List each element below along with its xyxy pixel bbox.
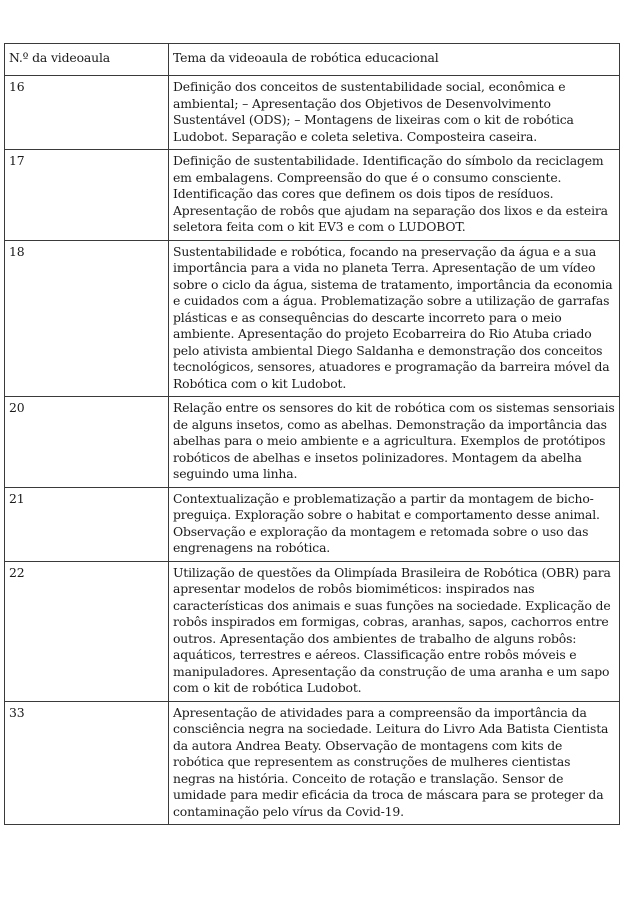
lesson-number-cell: 16	[5, 76, 169, 150]
lesson-number-cell: 33	[5, 701, 169, 825]
lesson-theme-cell: Apresentação de atividades para a compreensão da importância da consciência negra na sociedade. Leitura do Livro Ada Batista Cientista da autora Andrea Beaty. Observação de montagens com kits de robótica que representem as construções de mulheres cientistas negras na história. Conceito de rotação e translação. Sensor de umidade para medir eficácia da troca de máscara para se proteger da contaminação pelo vírus da Covid-19.	[169, 701, 620, 825]
lesson-number-cell: 18	[5, 240, 169, 397]
table-row	[5, 701, 620, 825]
lesson-number-cell: 17	[5, 150, 169, 241]
table-row	[5, 561, 620, 701]
lesson-theme-cell: Sustentabilidade e robótica, focando na preservação da água e a sua importância para a vida no planeta Terra. Apresentação de um vídeo sobre o ciclo da água, sistema de tratamento, importância da economia e cuidados com a água. Problematização sobre a utilização de garrafas plásticas e as consequências do descarte incorreto para o meio ambiente. Apresentação do projeto Ecobarreira do Rio Atuba criado pelo ativista ambiental Diego Saldanha e demonstração dos conceitos tecnológicos, sensores, atuadores e programação da barreira móvel da Robótica com o kit Ludobot.	[169, 240, 620, 397]
table-row	[5, 76, 620, 150]
table-row	[5, 397, 620, 488]
lesson-theme-cell: Relação entre os sensores do kit de robótica com os sistemas sensoriais de alguns insetos, como as abelhas. Demonstração da importância das abelhas para o meio ambiente e a agricultura. Exemplos de protótipos robóticos de abelhas e insetos polinizadores. Montagem da abelha seguindo uma linha.	[169, 397, 620, 488]
videoaulas-table	[4, 43, 620, 825]
lesson-theme-cell: Utilização de questões da Olimpíada Brasileira de Robótica (OBR) para apresentar modelos de robôs biomiméticos: inspirados nas características dos animais e suas funções na sociedade. Explicação de robôs inspirados em formigas, cobras, aranhas, sapos, cachorros entre outros. Apresentação dos ambientes de trabalho de alguns robôs: aquáticos, terrestres e aéreos. Classificação entre robôs móveis e manipuladores. Apresentação da construção de uma aranha e um sapo com o kit de robótica Ludobot.	[169, 561, 620, 701]
table-row	[5, 487, 620, 561]
header-lesson-theme: Tema da videoaula de robótica educacional	[169, 44, 620, 76]
lesson-theme-cell: Definição dos conceitos de sustentabilidade social, econômica e ambiental; – Apresentação dos Objetivos de Desenvolvimento Sustentável (ODS); – Montagens de lixeiras com o kit de robótica Ludobot. Separação e coleta seletiva. Composteira caseira.	[169, 76, 620, 150]
lesson-theme-cell: Definição de sustentabilidade. Identificação do símbolo da reciclagem em embalagens. Compreensão do que é o consumo consciente. Identificação das cores que definem os dois tipos de resíduos. Apresentação de robôs que ajudam na separação dos lixos e da esteira seletora feita com o kit EV3 e com o LUDOBOT.	[169, 150, 620, 241]
table-row	[5, 240, 620, 397]
table-row	[5, 150, 620, 241]
lesson-theme-cell: Contextualização e problematização a partir da montagem de bicho-preguiça. Exploração sobre o habitat e comportamento desse animal. Observação e exploração da montagem e retomada sobre o uso das engrenagens na robótica.	[169, 487, 620, 561]
table-header-row	[5, 44, 620, 76]
lesson-number-cell: 20	[5, 397, 169, 488]
header-lesson-number: N.º da videoaula	[5, 44, 169, 76]
lesson-number-cell: 22	[5, 561, 169, 701]
lesson-number-cell: 21	[5, 487, 169, 561]
